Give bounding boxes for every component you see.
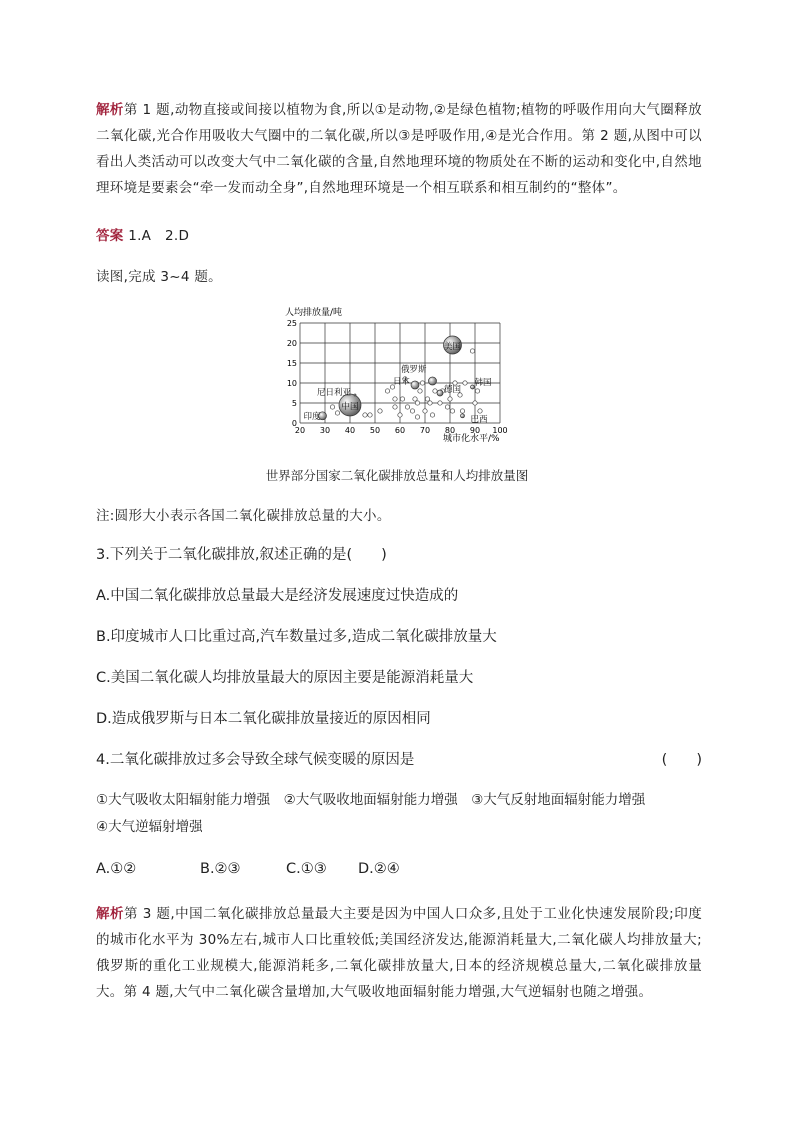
data-point [400,397,404,401]
data-point [378,409,382,413]
data-point [448,397,452,401]
analysis-text: 第 1 题,动物直接或间接以植物为食,所以①是动物,②是绿色植物;植物的呼吸作用向大气圈释放二氧化碳,光合作用吸收大气圈中的二氧化碳,所以③是呼吸作用,④是光合作用。第 2 题,从图中可以看出人类活动可以改变大气中二氧化碳的含量,自然地理环境的物质处在不断的运动和变化中,自然地理环境是要素会“牵一发而动全身”,自然地理环境是一个相互联系和相互制约的“整体”。 [96,102,702,196]
data-point [423,409,427,413]
y-axis-label: 人均排放量/吨 [285,308,343,318]
data-point [433,389,437,393]
answer-label: 答案 [96,228,124,244]
data-point [398,413,402,417]
data-point [430,413,434,417]
data-point [470,349,474,353]
y-tick-label: 25 [286,319,297,328]
data-point [478,409,482,413]
question-3-option-c: C.美国二氧化碳人均排放量最大的原因主要是能源消耗量大 [96,670,474,686]
x-tick-label: 70 [419,426,431,435]
question-4-options [96,858,702,880]
data-point [410,409,414,413]
data-point [393,405,397,409]
data-point [418,389,422,393]
country-label: 中国 [341,402,359,412]
country-label: 印度 [303,411,321,422]
question-4-option-b: B.②③ [200,861,241,877]
bubble-chart [283,305,523,449]
data-point [460,409,464,413]
country-bubble [411,381,419,389]
data-point [425,397,429,401]
data-point [415,415,419,419]
data-point [413,397,417,401]
question-3-option-d: D.造成俄罗斯与日本二氧化碳排放量接近的原因相同 [96,711,431,727]
analysis-1 [96,97,702,201]
x-tick-label: 20 [294,426,306,435]
analysis-text: 第 3 题,中国二氧化碳排放总量最大主要是因为中国人口众多,且处于工业化快速发展阶段;印度的城市化水平为 30%左右,城市人口比重较低;美国经济发达,能源消耗量大,二氧化碳人均排放量大;俄罗斯的重化工业规模大,能源消耗多,二氧化碳排放量大,日本的经济规模总量大,二氧化碳排放量大。第 4 题,大气中二氧化碳含量增加,大气吸收地面辐射能力增强,大气逆辐射也随之增强。 [96,906,702,1000]
question-3-option-a: A.中国二氧化碳排放总量最大是经济发展速度过快造成的 [96,588,459,604]
question-4-items-line1: ①大气吸收太阳辐射能力增强 ②大气吸收地面辐射能力增强 ③大气反射地面辐射能力增强 [96,792,646,808]
country-label: 美国 [443,342,462,352]
data-point [405,405,409,409]
data-point [330,405,334,409]
country-bubble [461,414,465,418]
question-4-items-line2: ④大气逆辐射增强 [96,819,203,835]
x-tick-label: 40 [344,426,356,435]
question-4-option-c: C.①③ [286,861,327,877]
question-4-stem [96,749,702,771]
y-tick-label: 0 [291,419,297,428]
analysis-label: 解析 [96,906,124,922]
answer-1 [96,223,702,249]
data-point [420,381,424,385]
x-tick-label: 30 [319,426,331,435]
answer-text: 1.A 2.D [128,228,190,244]
country-label: 德国 [444,385,462,395]
y-tick-label: 5 [291,399,297,408]
data-point [445,405,449,409]
data-point [475,389,479,393]
country-label: 韩国 [474,378,492,388]
x-tick-label: 90 [469,426,481,435]
data-point [438,401,442,405]
country-bubble [354,394,356,396]
question-4-text: 4.二氧化碳排放过多会导致全球气候变暖的原因是 [96,752,415,768]
x-tick-label: 50 [369,426,381,435]
x-tick-label: 100 [492,426,508,435]
data-point [368,413,372,417]
country-label: 巴西 [470,414,488,425]
data-point [473,401,477,405]
data-point [463,381,467,385]
chart-note: 注:圆形大小表示各国二氧化碳排放总量的大小。 [96,508,391,524]
question-4-paren: ( ) [661,752,702,768]
data-point [385,389,389,393]
data-point [450,409,454,413]
question-4-option-d: D.②④ [358,861,400,877]
question-4-option-a: A.①② [96,861,137,877]
question-3-stem: 3.下列关于二氧化碳排放,叙述正确的是( ) [96,547,387,563]
y-tick-label: 15 [286,359,297,368]
data-point [335,411,339,415]
country-bubble [437,390,443,396]
y-tick-label: 20 [286,339,297,348]
country-bubble [429,377,437,385]
analysis-label: 解析 [96,102,124,118]
country-label: 尼日利亚 [316,388,351,398]
x-axis-label: 城市化水平/% [443,434,500,444]
question-3-option-b: B.印度城市人口比重过高,汽车数量过多,造成二氧化碳排放量大 [96,629,497,645]
country-label: 日本 [392,377,410,387]
data-point [393,397,397,401]
x-tick-label: 80 [444,426,456,435]
x-tick-label: 60 [394,426,406,435]
bubble-chart-svg [283,305,523,445]
chart-title: 世界部分国家二氧化碳排放总量和人均排放量图 [265,468,529,483]
data-point [428,401,432,405]
data-point [415,401,419,405]
country-label: 俄罗斯 [400,365,427,375]
figure-intro: 读图,完成 3~4 题。 [96,269,222,285]
y-tick-label: 10 [286,379,297,388]
analysis-2 [96,901,702,1005]
data-point [363,413,367,417]
